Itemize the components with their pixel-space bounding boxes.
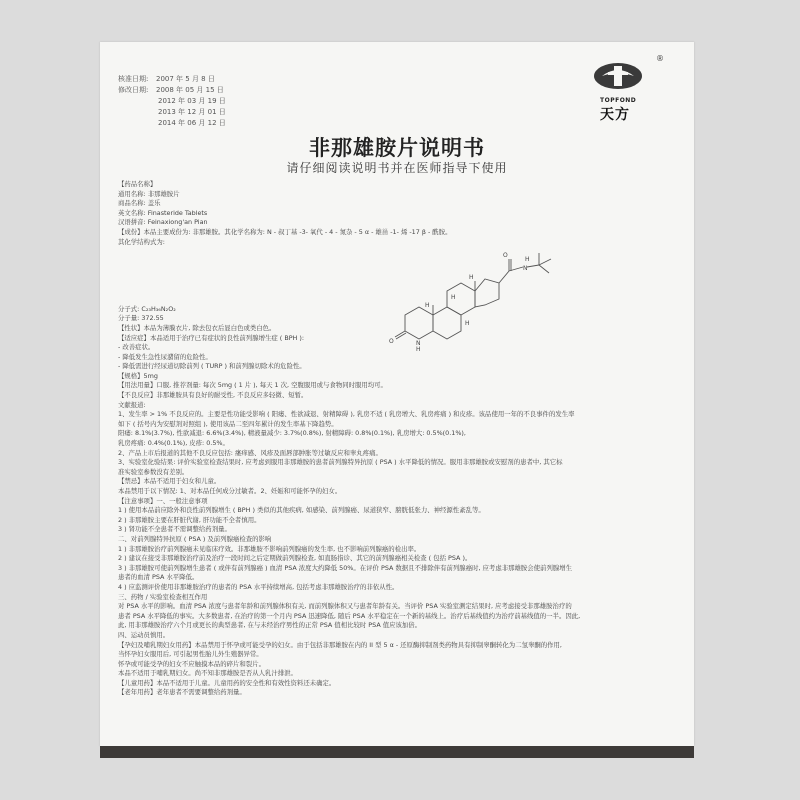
text-line: - 改善症状。 <box>118 343 155 352</box>
text-line: 【禁忌】本品不适用于妇女和儿童。 <box>118 477 221 486</box>
text-line: 2 ) 建议在接受非那雄胺治疗前及治疗一段时间之后定期做前列腺检查, 如直肠指诊、其它的前列腺癌相关检查 ( 包括 PSA )。 <box>118 554 472 563</box>
revision-row: 核准日期: 2007 年 5 月 8 日 <box>118 75 215 83</box>
svg-text:O: O <box>503 252 508 259</box>
text-line: - 降低需进行经尿道切除前列 ( TURP ) 和前列腺切除术的危险性。 <box>118 362 306 371</box>
text-line <box>118 276 684 286</box>
revision-row: 2013 年 12 月 01 日 <box>158 108 226 116</box>
text-line: 1、发生率 > 1% 不良反应的。主要是性功能受影响 ( 阳痿、性欲减退、射精障碍 ), 乳房不适 ( 乳房增大、乳房疼痛 ) 和皮疹。该品使用一年的不良事件的发生率 <box>118 410 575 419</box>
text-line: 商品名称: 盖乐 <box>118 199 161 208</box>
text-line: 【儿童用药】本品不适用于儿童。儿童用药的安全性和有效性资料还未确定。 <box>118 678 336 687</box>
text-line: 1 ) 使用本品前应除外和良性前列腺增生 ( BPH ) 类似的其他疾病, 如感染、前列腺癌、尿道狭窄、膀胱低张力、神经源性紊乱等。 <box>118 506 485 515</box>
text-line: 【老年用药】老年患者不需要调整给药剂量。 <box>118 688 246 697</box>
text-line <box>118 295 684 305</box>
svg-text:H: H <box>465 320 470 327</box>
text-line: 分子式: C₂₃H₃₆N₂O₂ <box>118 304 176 313</box>
text-line: 【注意事项】一、一般注意事项 <box>118 496 208 505</box>
text-line: 2 ) 非那雄胺主要在肝脏代谢, 肝功能不全者慎用。 <box>118 515 261 524</box>
leaflet-sheet <box>100 42 694 746</box>
text-line: 对 PSA 水平的影响。血清 PSA 浓度与患者年龄和前列腺体积有关, 而前列腺体积又与患者年龄有关。当评价 PSA 实验室测定结果时, 应考虑接受非那雄胺治疗的 <box>118 602 572 611</box>
text-line <box>118 247 684 257</box>
text-line: 3、实验室化验结果: 评价实验室检查结果时, 应考虑到服用非那雄胺的患者前列腺特异抗原 ( PSA ) 水平降低的情况。服用非那雄胺或安慰剂的患者中, 其它标 <box>118 458 563 467</box>
text-line: 3 ) 非那雄胺可使前列腺增生患者 ( 或伴有前列腺癌 ) 血清 PSA 浓度大约降低 50%。在评价 PSA 数据且不排除伴有前列腺癌时, 应考虑非那雄胺会使前列腺增生 <box>118 563 573 572</box>
text-line: 【不良反应】非那雄胺具有良好的耐受性, 不良反应多轻微、短暂。 <box>118 391 308 400</box>
revision-row: 2014 年 06 月 12 日 <box>158 119 226 127</box>
text-line: 【药品名称】 <box>118 180 157 188</box>
text-line: 四、运动员慎用。 <box>118 630 170 639</box>
leaflet-body-text <box>118 180 684 698</box>
text-line: 【适应症】本品适用于治疗已有症状的良性前列腺增生症 ( BPH ): <box>118 333 305 342</box>
svg-text:H: H <box>451 294 456 301</box>
text-line: 如下 ( 括号内为安慰剂对照组 ), 使用该品二至四年累计的发生率基下降趋势。 <box>118 419 338 428</box>
bottom-strip <box>100 746 694 758</box>
text-line: 1 ) 非那雄胺治疗前列腺癌未见临床疗效。非那雄胺不影响前列腺癌的发生率, 也不影响前列腺癌的检出率。 <box>118 544 421 553</box>
svg-text:H: H <box>416 346 421 352</box>
text-line: 分子量: 372.55 <box>118 314 164 323</box>
text-line: 通用名称: 非那雄胺片 <box>118 189 180 198</box>
text-line: 英文名称: Finasteride Tablets <box>118 208 208 217</box>
text-line: 【成份】本品主要成份为: 非那雄胺。其化学名称为: N - 叔丁基 -3- 氧代 - 4 - 氮杂 - 5 α - 雄甾 -1- 烯 -17 β - 酰胺。 <box>118 227 452 236</box>
text-line: 4 ) 应监测评价使用非那雄胺治疗的患者的 PSA 水平持续增高, 包括考虑非那雄胺治疗的非依从性。 <box>118 582 399 591</box>
text-line: 乳房疼痛: 0.4%(0.1%), 皮疹: 0.5%。 <box>118 439 229 448</box>
svg-text:H: H <box>525 256 530 263</box>
text-line: 当怀孕妇女服用后, 可引起男性胎儿外生殖器异常。 <box>118 650 263 659</box>
text-line <box>118 286 684 296</box>
text-line: 其化学结构式为: <box>118 237 165 246</box>
brand-name-en: TOPFOND <box>600 97 637 104</box>
registered-mark: ® <box>656 54 664 63</box>
text-line: 准实验室参数没有差别。 <box>118 467 189 476</box>
text-line: 患者的血清 PSA 水平降低。 <box>118 573 199 582</box>
text-line: 三、药物 / 实验室检查相互作用 <box>118 592 208 601</box>
text-line: 【规格】5mg <box>118 371 158 380</box>
text-line: 【孕妇及哺乳期妇女用药】本品禁用于怀孕或可能受孕的妇女。由于包括非那雄胺在内的 II 型 5 α - 还原酶抑制剂类药物具有抑制睾酮转化为二氢睾酮的作用, <box>118 640 562 649</box>
text-line: 【用法用量】口服, 推荐剂量: 每次 5mg ( 1 片 ), 每天 1 次, 空腹服用或与食物同时服用均可。 <box>118 381 387 390</box>
text-line: 【性状】本品为薄膜衣片, 除去包衣后显白色或类白色。 <box>118 323 276 332</box>
revision-row: 2012 年 03 月 19 日 <box>158 97 226 105</box>
svg-text:H: H <box>425 302 430 309</box>
text-line: 此, 用非那雄胺治疗六个月或更长的典型患者, 在与未经治疗男性的正常 PSA 值相比较时 PSA 值应该加倍。 <box>118 621 422 630</box>
document-subtitle: 请仔细阅读说明书并在医师指导下使用 <box>286 161 508 175</box>
text-line: 3 ) 肾功能不全患者不需调整给药剂量。 <box>118 525 231 534</box>
brand-name-cn: 天方 <box>600 107 630 123</box>
svg-text:N: N <box>523 265 528 272</box>
svg-text:N: N <box>416 340 421 347</box>
text-line: 二、对前列腺特异抗原 ( PSA ) 及前列腺癌检查的影响 <box>118 534 272 543</box>
revision-dates <box>118 74 226 129</box>
text-line: 怀孕或可能受孕的妇女不应触摸本品的碎片和裂片。 <box>118 659 265 668</box>
document-title: 非那雄胺片说明书 <box>309 136 485 160</box>
text-line <box>118 266 684 276</box>
revision-row: 修改日期: 2008 年 05 月 15 日 <box>118 86 224 94</box>
text-line: 汉语拼音: Feinaxiong'an Pian <box>118 218 208 227</box>
text-line: - 降低发生急性尿潴留的危险性。 <box>118 352 212 361</box>
text-line <box>118 257 684 267</box>
text-line: 本品禁用于以下情况: 1、对本品任何成分过敏者。2、妊娠和可能怀孕的妇女。 <box>118 487 342 495</box>
text-line: 阳痿: 8.1%(3.7%), 性欲减退: 6.6%(3.4%), 精液量减少: 3.7%(0.8%), 射精障碍: 0.8%(0.1%), 乳房增大: 0.5%(0.1%), <box>118 429 466 438</box>
svg-text:H: H <box>469 274 474 281</box>
text-line: 患者 PSA 水平降低的事实。大多数患者, 在治疗的第一个月内 PSA 迅速降低, 随后 PSA 水平稳定在一个新的基线上。治疗后基线值约为治疗前基线值的一半。因此, <box>118 611 581 620</box>
text-line: 文献报道: <box>118 400 146 409</box>
text-line: 本品不适用于哺乳期妇女。尚不知非那雄胺是否从人乳汁排泄。 <box>118 669 297 678</box>
svg-text:O: O <box>389 338 394 345</box>
text-line: 2、产品上市后报道的其他不良反应包括: 瘙痒感、风疹及面唇部肿胀等过敏反应和睾丸疼痛。 <box>118 448 382 457</box>
